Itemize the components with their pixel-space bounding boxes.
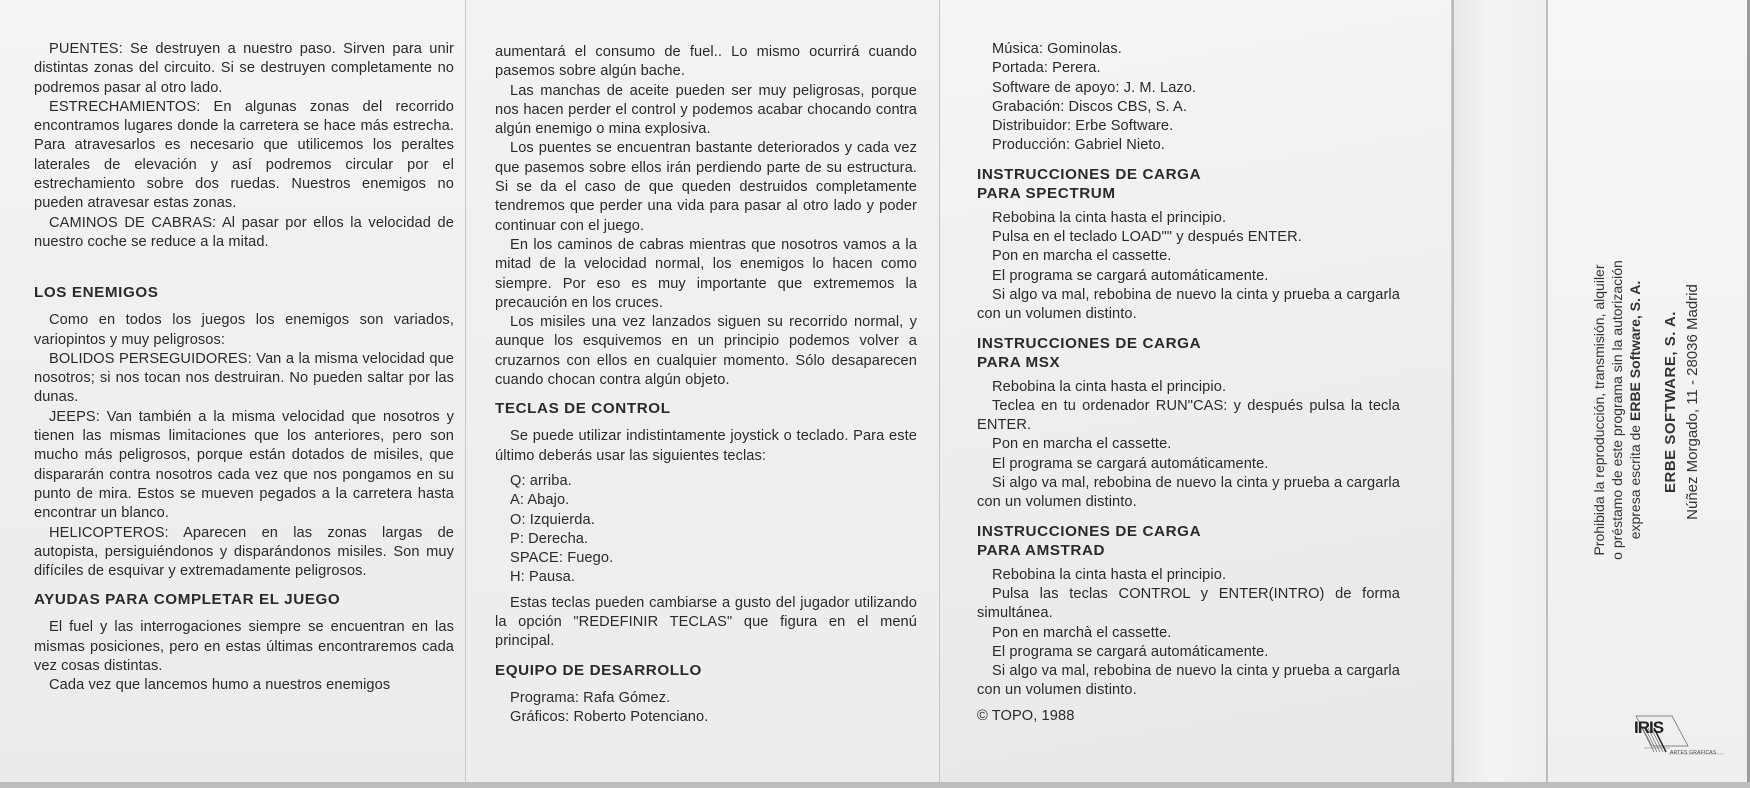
msx-section bbox=[977, 334, 1400, 513]
msx-step: Si algo va mal, rebobina de nuevo la cinta y prueba a cargarla con un volumen distinto. bbox=[977, 475, 1400, 511]
inlay-panel-3 bbox=[940, 0, 1452, 782]
iris-printer-logo bbox=[1632, 714, 1732, 764]
panel-1-text bbox=[34, 40, 454, 696]
company-address: Núñez Morgado, 11 - 28036 Madrid bbox=[1684, 284, 1701, 520]
amstrad-step: Rebobina la cinta hasta el principio. bbox=[992, 566, 1227, 583]
company-name: ERBE SOFTWARE, S. A. bbox=[1662, 311, 1679, 493]
spectrum-step: Pon en marcha el cassette. bbox=[992, 248, 1172, 265]
spectrum-step: El programa se cargará automáticamente. bbox=[992, 267, 1269, 284]
key-up: Q: arriba. bbox=[510, 472, 572, 489]
key-left: O: Izquierda. bbox=[510, 511, 595, 528]
caminos-paragraph: CAMINOS DE CABRAS: Al pasar por ellos la velocidad de nuestro coche se reduce a la mitad. bbox=[34, 214, 454, 250]
key-pause: H: Pausa. bbox=[510, 569, 575, 586]
spectrum-step: Rebobina la cinta hasta el principio. bbox=[992, 209, 1227, 226]
amstrad-step: El programa se cargará automáticamente. bbox=[992, 643, 1269, 660]
panel-3-text bbox=[977, 40, 1400, 726]
amstrad-step: Pulsa las teclas CONTROL y ENTER(INTRO) de forma simultánea. bbox=[977, 585, 1400, 622]
amstrad-heading-line1: INSTRUCCIONES DE CARGA bbox=[977, 522, 1202, 540]
spectrum-heading-line2: PARA SPECTRUM bbox=[977, 184, 1116, 202]
panel-2-text bbox=[495, 43, 917, 727]
credit-musica: Música: Gominolas. bbox=[992, 41, 1122, 57]
legal-line-3 bbox=[1626, 245, 1644, 575]
spectrum-step: Pulsa en el teclado LOAD"" y después ENTER. bbox=[992, 229, 1302, 246]
credit-produccion: Producción: Gabriel Nieto. bbox=[992, 137, 1165, 154]
sheet-bottom-edge bbox=[0, 782, 1750, 788]
fuel-paragraph: El fuel y las interrogaciones siempre se encuentran en las mismas posiciones, pero en estas últimas encontraremos cada vez cosas distintas. bbox=[34, 619, 454, 675]
legal-line-3-company: ERBE Software, S. A. bbox=[1627, 280, 1643, 421]
legal-line-3-prefix: expresa escrita de bbox=[1627, 421, 1643, 540]
teclas-intro: Se puede utilizar indistintamente joystick o teclado. Para este último deberás usar las siguientes teclas: bbox=[495, 428, 917, 464]
credit-programa: Programa: Rafa Gómez. bbox=[510, 689, 671, 706]
amstrad-section bbox=[977, 522, 1400, 701]
spectrum-heading-line1: INSTRUCCIONES DE CARGA bbox=[977, 165, 1202, 183]
equipo-heading: EQUIPO DE DESARROLLO bbox=[495, 661, 702, 679]
company-info bbox=[1660, 252, 1704, 552]
key-right: P: Derecha. bbox=[510, 530, 589, 547]
bolidos-paragraph: BOLIDOS PERSEGUIDORES: Van a la misma velocidad que nosotros; si nos tocan nos destruiran. No pueden saltar por las dunas. bbox=[34, 350, 454, 406]
cabras-detail-paragraph: En los caminos de cabras mientras que nosotros vamos a la mitad de la velocidad normal, los enemigos lo hacen como siempre. Por eso es muy importante que extrememos la precaución en los cruces. bbox=[495, 236, 917, 311]
humo-paragraph: Cada vez que lancemos humo a nuestros enemigos bbox=[49, 677, 391, 694]
legal-notice bbox=[1590, 245, 1644, 575]
fuel-continuation: aumentará el consumo de fuel.. Lo mismo ocurrirá cuando pasemos sobre algún bache. bbox=[495, 44, 917, 80]
amstrad-heading-line2: PARA AMSTRAD bbox=[977, 541, 1106, 559]
credit-distribuidor: Distribuidor: Erbe Software. bbox=[992, 118, 1174, 135]
msx-step: Rebobina la cinta hasta el principio. bbox=[992, 378, 1227, 395]
legal-line-2: o préstamo de este programa sin la autorización bbox=[1609, 260, 1625, 560]
msx-step: El programa se cargará automáticamente. bbox=[992, 455, 1269, 472]
teclas-note: Estas teclas pueden cambiarse a gusto del jugador utilizando la opción "REDEFINIR TECLAS" que figura en el menú principal. bbox=[495, 594, 917, 650]
puentes-detail-paragraph: Los puentes se encuentran bastante deteriorados y cada vez que pasemos sobre ellos irán perdiendo parte de su estructura. Si se da el caso de que queden destruidos completamente tendremos que perder una vida para pasar al otro lado y poder continuar con el juego. bbox=[495, 140, 917, 234]
iris-logo-text: IRIS bbox=[1634, 718, 1664, 737]
msx-heading-line1: INSTRUCCIONES DE CARGA bbox=[977, 334, 1202, 352]
msx-heading-line2: PARA MSX bbox=[977, 353, 1061, 371]
spectrum-step: Si algo va mal, rebobina de nuevo la cinta y prueba a cargarla con un volumen distinto. bbox=[977, 286, 1400, 323]
amstrad-step: Pon en marchà el cassette. bbox=[992, 624, 1172, 641]
enemigos-heading: LOS ENEMIGOS bbox=[34, 284, 159, 302]
enemigos-intro: Como en todos los juegos los enemigos son variados, variopintos y muy peligrosos: bbox=[34, 312, 454, 348]
credit-grabacion: Grabación: Discos CBS, S. A. bbox=[992, 98, 1188, 115]
amstrad-step: Si algo va mal, rebobina de nuevo la cinta y prueba a cargarla con un volumen distinto. bbox=[977, 663, 1400, 699]
aceite-paragraph: Las manchas de aceite pueden ser muy peligrosas, porque nos hacen perder el control y podemos acabar chocando contra algún enemigo o mina explosiva. bbox=[495, 82, 917, 138]
inlay-panel-2 bbox=[466, 0, 940, 782]
inlay-back-panel bbox=[1548, 0, 1750, 782]
copyright-notice: © TOPO, 1988 bbox=[977, 707, 1075, 724]
key-down: A: Abajo. bbox=[510, 492, 570, 509]
legal-line-1: Prohibida la reproducción, transmisión, alquiler bbox=[1591, 264, 1607, 556]
puentes-paragraph: PUENTES: Se destruyen a nuestro paso. Sirven para unir distintas zonas del circuito. Si se destruyen completamente no podremos pasar al otro lado. bbox=[34, 41, 454, 96]
key-fire: SPACE: Fuego. bbox=[510, 550, 614, 567]
msx-step: Teclea en tu ordenador RUN"CAS: y después pulsa la tecla ENTER. bbox=[977, 397, 1400, 434]
inlay-spine bbox=[1452, 0, 1548, 782]
jeeps-paragraph: JEEPS: Van también a la misma velocidad que nosotros y tienen las mismas limitaciones que los anteriores, pero son mucho más peligrosos, porque están dotados de misiles, que dispararán contra nosotros cada vez que nos pongamos en su punto de mira. Estos se mueven pegados a la carretera hasta encontrar un blanco. bbox=[34, 408, 454, 522]
spectrum-section bbox=[977, 165, 1400, 325]
estrechamientos-paragraph: ESTRECHAMIENTOS: En algunas zonas del recorrido encontramos lugares donde la carretera se hace más estrecha. Para atravesarlos es necesario que utilicemos los peraltes laterales de elevación y así podremos circular por el estrechamiento sobre dos ruedas. Nuestros enemigos no pueden atravesar estas zonas. bbox=[34, 98, 454, 212]
inlay-panel-1 bbox=[0, 0, 466, 782]
credit-graficos: Gráficos: Roberto Potenciano. bbox=[510, 708, 709, 725]
helicopteros-paragraph: HELICOPTEROS: Aparecen en las zonas largas de autopista, persiguiéndonos y disparándonos misiles. Son muy difíciles de esquivar y extremadamente peligrosos. bbox=[34, 524, 454, 580]
iris-logo-subtext: ARTES GRAFICAS bbox=[1670, 750, 1717, 756]
credit-portada: Portada: Perera. bbox=[992, 60, 1101, 77]
teclas-heading: TECLAS DE CONTROL bbox=[495, 400, 671, 418]
credit-software-apoyo: Software de apoyo: J. M. Lazo. bbox=[992, 79, 1197, 96]
msx-step: Pon en marcha el cassette. bbox=[992, 436, 1172, 453]
misiles-paragraph: Los misiles una vez lanzados siguen su recorrido normal, y aunque los esquivemos en un principio podemos volver a cruzarnos con ellos en cualquier momento. Sólo desaparecen cuando chocan contra algún objeto. bbox=[495, 314, 917, 389]
ayudas-heading: AYUDAS PARA COMPLETAR EL JUEGO bbox=[34, 591, 341, 609]
